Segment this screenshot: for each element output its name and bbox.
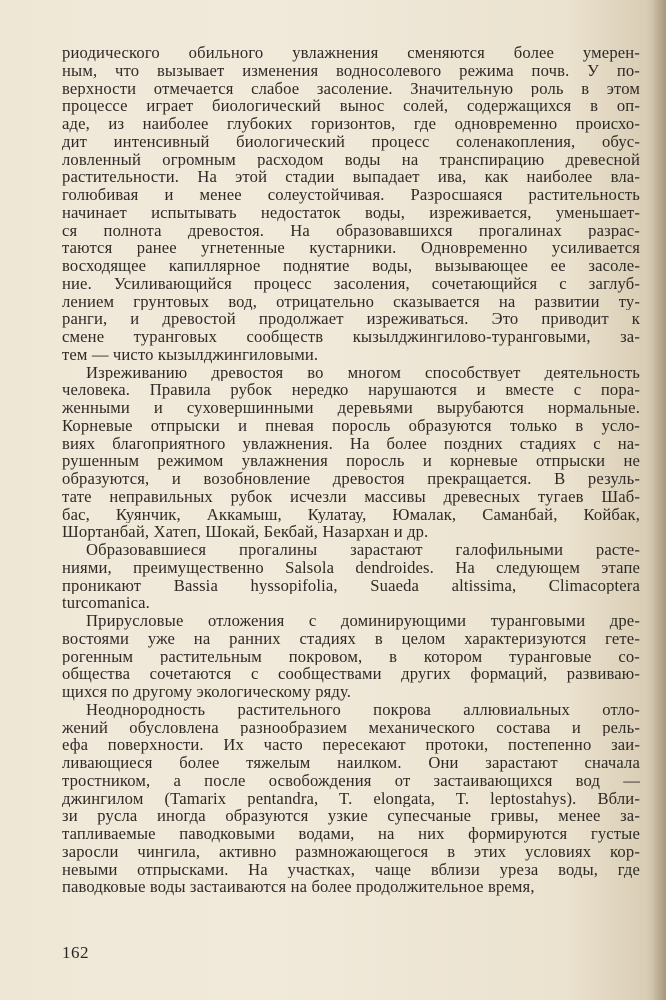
text-line: таются ранее угнетенные кустарники. Одновременно усиливается: [62, 239, 640, 257]
text-line: смене туранговых сообществ кызылджингилово-туранговыми, за-: [62, 328, 640, 346]
text-line: ниями, преимущественно Salsola dendroides. На следующем этапе: [62, 558, 640, 577]
paragraph: [62, 364, 640, 542]
text-line: ние. Усиливающийся процесс засоления, сочетающийся с заглуб-: [62, 274, 640, 293]
text-line: человека. Правила рубок нередко нарушаются и вместе с пора-: [62, 381, 640, 399]
text-line: виях благоприятного увлажнения. На более поздних стадиях с на-: [62, 434, 640, 453]
text-line: востоями уже на ранних стадиях в целом характеризуются гете-: [62, 629, 640, 648]
text-line: жений обусловлена разнообразием механического состава и рель-: [62, 718, 640, 737]
text-line: зи русла иногда образуются узкие супесчаные гривы, менее за-: [62, 807, 640, 825]
text-line: общества сочетаются с сообществами других формаций, развиваю-: [62, 665, 640, 683]
text-line: ранги, и древостой продолжает изреживаться. Это приводит к: [62, 310, 640, 328]
paragraph: [62, 612, 640, 701]
text-line: ся полнота древостоя. На образовавшихся прогалинах разрас-: [62, 221, 640, 240]
text-line: заросли чингила, активно размножающегося в этих условиях кор-: [62, 842, 640, 861]
text-line: щихся по другому экологическому ряду.: [62, 683, 352, 701]
text-line: Прирусловые отложения с доминирующими туранговыми дре-: [86, 612, 640, 630]
text-line: голюбивая и менее солеустойчивая. Разросшаяся растительность: [62, 186, 640, 204]
text-line: восходящее капиллярное поднятие воды, вызывающее ее засоле-: [62, 257, 640, 275]
text-line: ным, что вызывает изменения водносолевого режима почв. У по-: [62, 61, 640, 80]
page-edge-shadow: [652, 0, 666, 1000]
text-line: процессе играет биологический вынос солей, содержащихся в оп-: [62, 97, 640, 115]
text-line: лением грунтовых вод, отрицательно сказывается на развитии ту-: [62, 292, 640, 311]
text-line: растительности. На этой стадии выпадает ива, как наиболее вла-: [62, 168, 640, 186]
text-line: образуются, и возобновление древостоя прекращается. В резуль-: [62, 470, 640, 488]
text-line: риодического обильного увлажнения сменяются более умерен-: [62, 44, 640, 62]
text-line: начинает испытывать недостаток воды, изреживается, уменьшает-: [62, 203, 640, 222]
text-line: ловленный огромным расходом воды на транспирацию древесной: [62, 150, 640, 169]
text-line: рогенным растительным покровом, в котором туранговые со-: [62, 647, 640, 666]
text-line: Неоднородность растительного покрова аллювиальных отло-: [86, 700, 640, 719]
text-line: верхности отмечается слабое засоление. Значительную роль в этом: [62, 79, 640, 98]
text-line: Корневые отпрыски и пневая поросль образуются только в усло-: [62, 416, 640, 435]
text-line: аде, из наиболее глубоких горизонтов, где одновременно происхо-: [62, 115, 640, 133]
text-line: проникают Bassia hyssopifolia, Suaeda altissima, Climacoptera: [62, 576, 640, 595]
page-text: [62, 44, 640, 896]
text-line: turcomanica.: [62, 594, 150, 612]
text-line: невыми отпрысками. На участках, чаще вблизи уреза воды, где: [62, 860, 640, 879]
paragraph: [62, 44, 640, 364]
page-number: 162: [62, 943, 89, 962]
text-line: тапливаемые паводковыми водами, на них формируются густые: [62, 825, 640, 843]
text-line: джингилом (Tamarix pentandra, T. elongata, T. leptostahys). Вбли-: [62, 789, 640, 808]
text-line: рушенным режимом увлажнения поросль и корневые отпрыски не: [62, 452, 640, 470]
text-line: женными и суховершинными деревьями вырубаются нормальные.: [62, 399, 640, 417]
text-line: Образовавшиеся прогалины зарастают галофильными расте-: [86, 541, 640, 559]
text-line: тате неправильных рубок исчезли массивы древесных тугаев Шаб-: [62, 487, 640, 506]
text-line: паводковые воды застаиваются на более продолжительное время,: [62, 878, 535, 896]
text-line: тростником, а после освобождения от застаивающихся вод —: [62, 771, 640, 790]
text-line: ливающиеся более тяжелым наилком. Они зарастают сначала: [62, 754, 640, 772]
text-line: дит интенсивный биологический процесс соленакопления, обус-: [62, 132, 640, 151]
paragraph: [62, 541, 640, 612]
paragraph: [62, 701, 640, 896]
text-line: Шортанбай, Хатеп, Шокай, Бекбай, Назархан и др.: [62, 523, 429, 541]
text-line: бас, Куянчик, Аккамыш, Кулатау, Юмалак, Саманбай, Койбак,: [62, 505, 640, 524]
text-line: Изреживанию древостоя во многом способствует деятельность: [86, 363, 640, 382]
text-line: тем — чисто кызылджингиловыми.: [62, 345, 319, 364]
text-line: ефа поверхности. Их часто пересекают протоки, постепенно заи-: [62, 736, 640, 754]
